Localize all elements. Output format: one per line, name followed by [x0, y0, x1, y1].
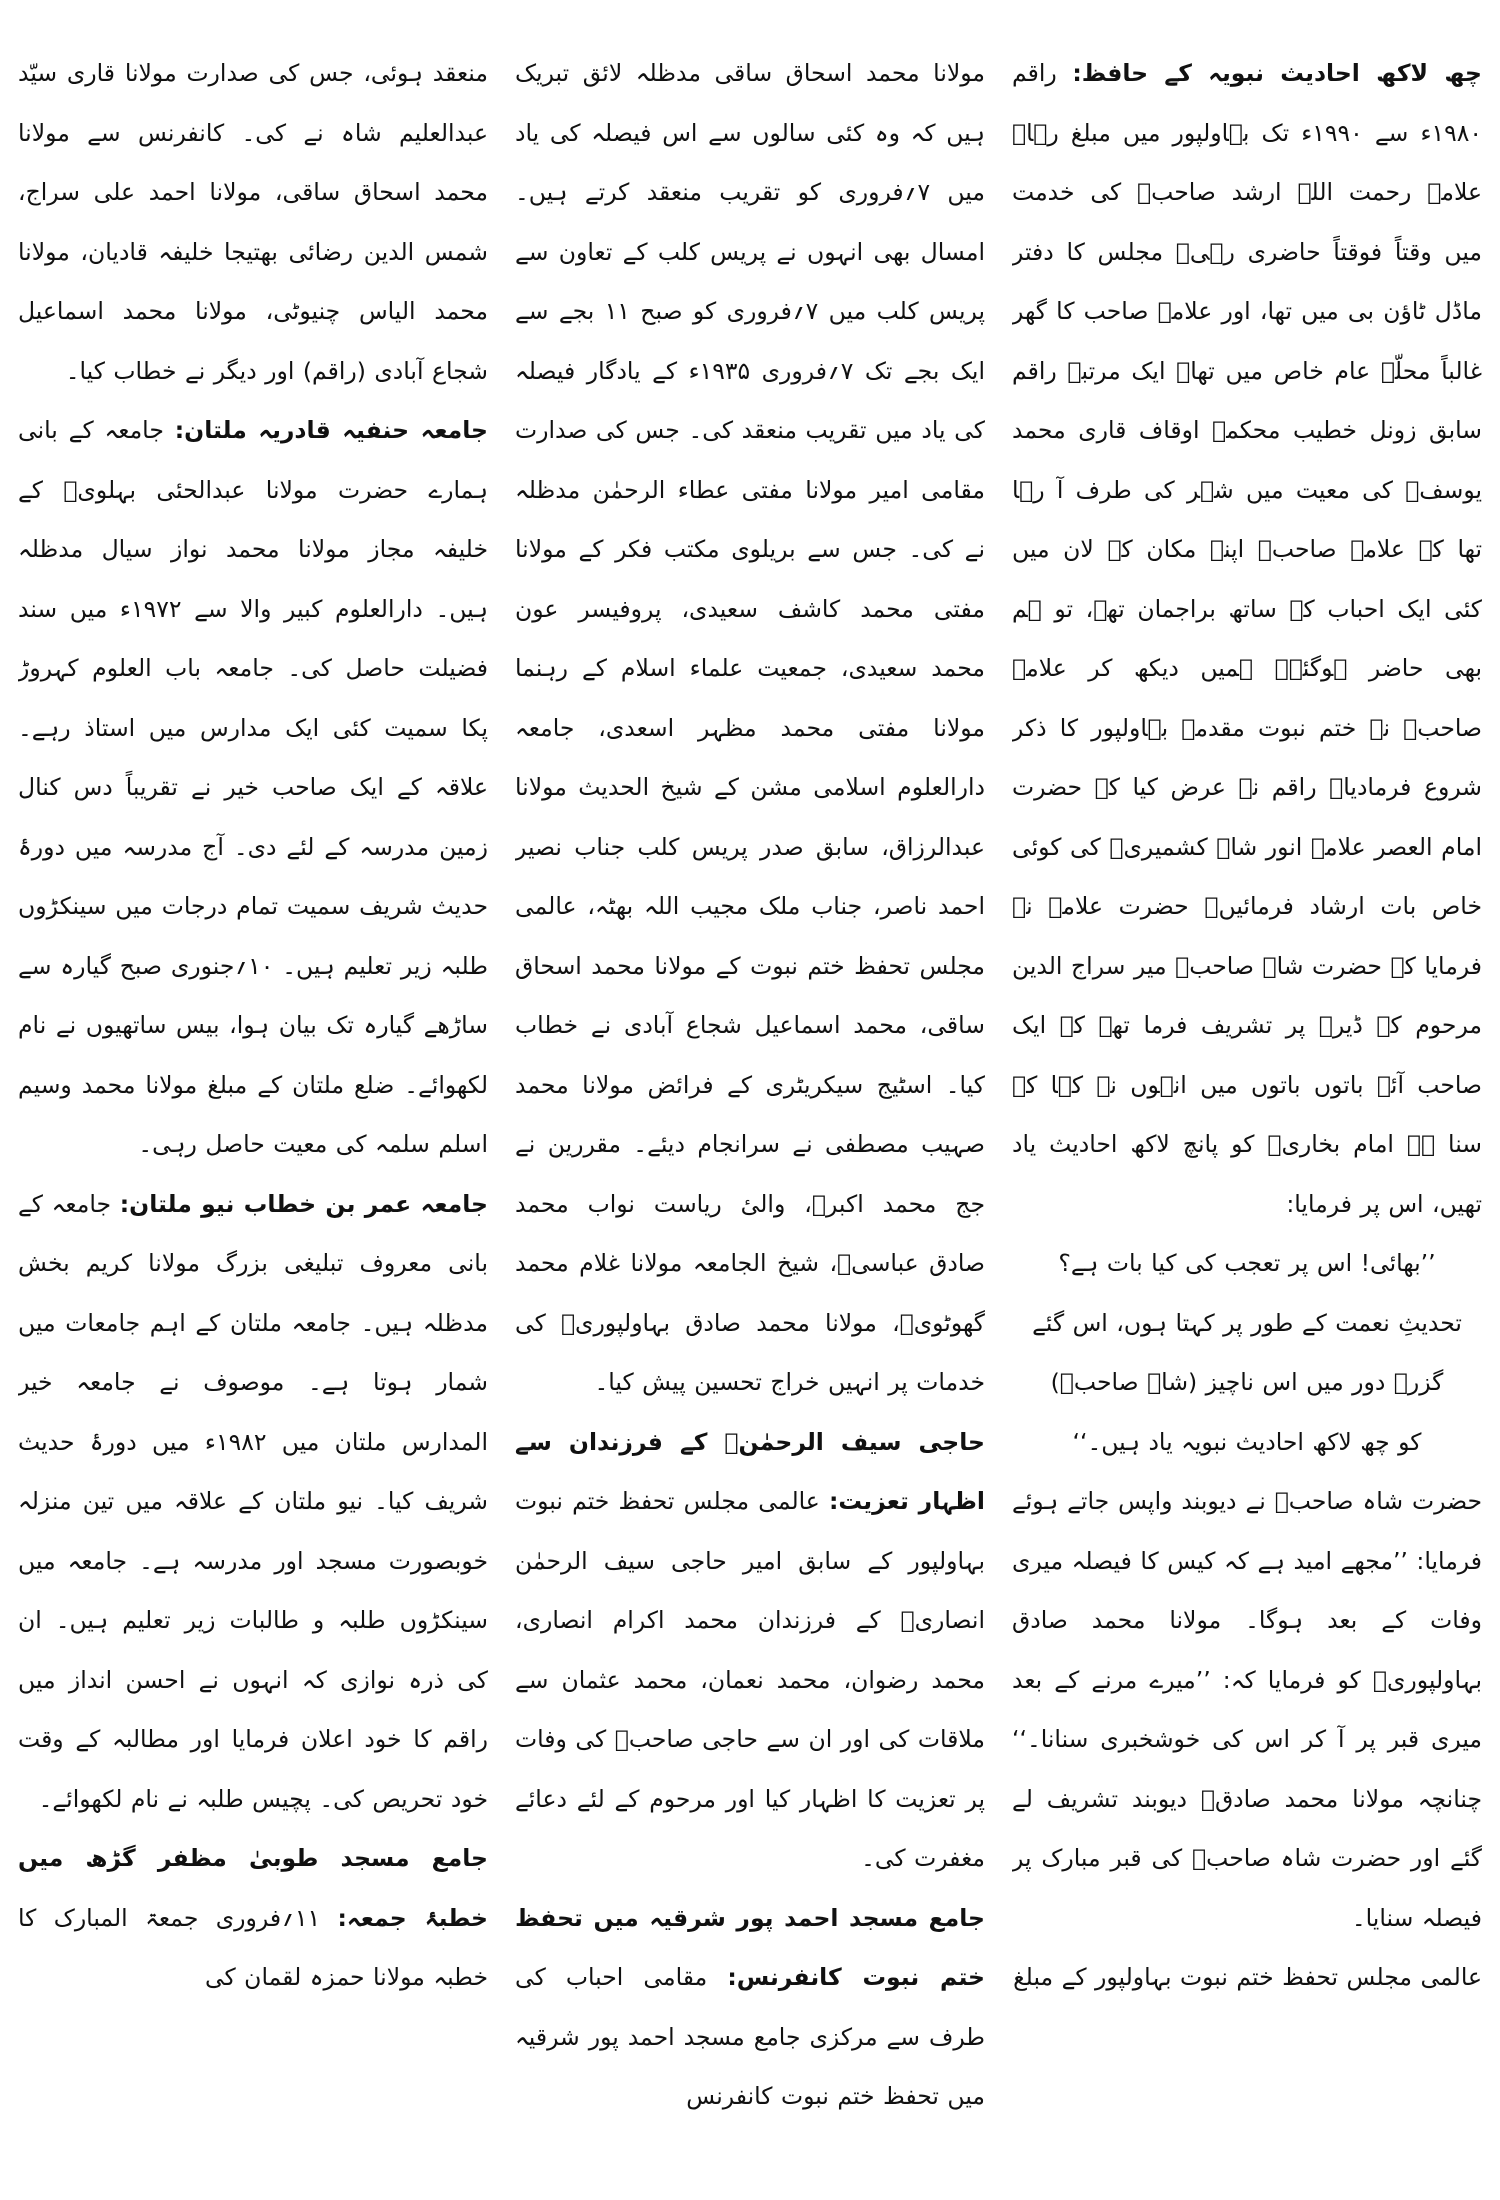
section-condolence	[515, 1413, 985, 1889]
section-six-lakh-hadith	[1012, 44, 1482, 1234]
column-middle	[515, 44, 985, 2184]
section-heading: چھ لاکھ احادیث نبویہ کے حافظ:	[1072, 59, 1482, 87]
section-body: جامعہ کے بانی معروف تبلیغی بزرگ مولانا کریم بخش مدظلہ ہیں۔ جامعہ ملتان کے اہم جامعات میں شمار ہوتا ہے۔ موصوف نے جامعہ خیر المدارس ملتان میں ۱۹۸۲ء میں دورۂ حدیث شریف کیا۔ نیو ملتان کے علاقہ میں تین منزلہ خوبصورت مسجد اور مدرسہ ہے۔ جامعہ میں سینکڑوں طلبہ و طالبات زیر تعلیم ہیں۔ ان کی ذرہ نوازی کہ انہوں نے احسن انداز میں راقم کا خود اعلان فرمایا اور مطالبہ کے وقت خود تحریص کی۔ پچیس طلبہ نے نام لکھوائے۔	[18, 1189, 488, 1813]
section-heading: حاجی سیف الرحمٰنؒ کے فرزندان سے اظہار تعزیت:	[515, 1427, 985, 1515]
section-heading: جامعہ حنفیہ قادریہ ملتان:	[174, 416, 488, 444]
verse-line: تحدیثِ نعمت کے طور پر کہتا ہوں، اس گئے	[1032, 1308, 1462, 1337]
section-body: عالمی مجلس تحفظ ختم نبوت بہاولپور کے سابق امیر حاجی سیف الرحمٰن انصاریؒ کے فرزندان محمد اکرام انصاری، محمد رضوان، محمد نعمان، محمد عثمان سے ملاقات کی اور ان سے حاجی صاحبؒ کی وفات پر تعزیت کا اظہار کیا اور مرحوم کے لئے دعائے مغفرت کی۔	[515, 1487, 985, 1872]
column-left	[18, 44, 488, 2184]
section-heading: جامع مسجد احمد پور شرقیہ میں تحفظ ختم نبوت کانفرنس:	[515, 1903, 985, 1991]
verse-line: کو چھ لاکھ احادیث نبویہ یاد ہیں۔‘‘	[1072, 1427, 1422, 1456]
section-body: ۱۱؍فروری جمعۃ المبارک کا خطبہ مولانا حمزہ لقمان کی	[18, 1903, 488, 1991]
section-body: راقم ۱۹۸۰ء سے ۱۹۹۰ء تک بہاولپور میں مبلغ رہا۔ علامہ رحمت اللہ ارشد صاحبؒ کی خدمت میں وقتاً فوقتاً حاضری رہی۔ مجلس کا دفتر ماڈل ٹاؤن بی میں تھا، اور علامہ صاحب کا گھر غالباً محلّہ عام خاص میں تھا۔ ایک مرتبہ راقم سابق زونل خطیب محکمۂ اوقاف قاری محمد یوسفؒ کی معیت میں شہر کی طرف آ رہا تھا کہ علامہ صاحبؒ اپنے مکان کے لان میں کئی ایک احباب کے ساتھ براجمان تھے، تو ہم بھی حاضر ہوگئے۔ ہمیں دیکھ کر علامہ صاحبؒ نے ختم نبوت مقدمہ بہاولپور کا ذکر شروع فرمادیا۔ راقم نے عرض کیا کہ حضرت امام العصر علامہ انور شاہ کشمیریؒ کی کوئی خاص بات ارشاد فرمائیں۔ حضرت علامہ نے فرمایا کہ حضرت شاہ صاحبؒ میر سراج الدین مرحوم کے ڈیرہ پر تشریف فرما تھے کہ ایک صاحب آئے باتوں باتوں میں انہوں نے کہا کہ سنا ہے امام بخاریؒ کو پانچ لاکھ احادیث یاد تھیں، اس پر فرمایا:	[1012, 59, 1482, 1218]
section-sadiq-ceremony: مولانا محمد اسحاق ساقی مدظلہ لائق تبریک ہیں کہ وہ کئی سالوں سے اس فیصلہ کی یاد میں ۷؍فروری کو تقریب منعقد کرتے ہیں۔ امسال بھی انہوں نے پریس کلب کے تعاون سے پریس کلب میں ۷؍فروری کو صبح ۱۱ بجے سے ایک بجے تک ۷؍فروری ۱۹۳۵ء کے یادگار فیصلہ کی یاد میں تقریب منعقد کی۔ جس کی صدارت مقامی امیر مولانا مفتی عطاء الرحمٰن مدظلہ نے کی۔ جس سے بریلوی مکتب فکر کے مولانا مفتی محمد کاشف سعیدی، پروفیسر عون محمد سعیدی، جمعیت علماء اسلام کے رہنما مولانا مفتی محمد مظہر اسعدی، جامعہ دارالعلوم اسلامی مشن کے شیخ الحدیث مولانا عبدالرزاق، سابق صدر پریس کلب جناب نصیر احمد ناصر، جناب ملک مجیب اللہ بھٹہ، عالمی مجلس تحفظ ختم نبوت کے مولانا محمد اسحاق ساقی، محمد اسماعیل شجاع آبادی نے خطاب کیا۔ اسٹیج سیکریٹری کے فرائض مولانا محمد صہیب مصطفی نے سرانجام دیئے۔ مقررین نے جج محمد اکبرؒ، والیٔ ریاست نواب محمد صادق عباسیؒ، شیخ الجامعہ مولانا غلام محمد گھوٹویؒ، مولانا محمد صادق بہاولپوریؒ کی خدمات پر انہیں خراج تحسین پیش کیا۔	[515, 59, 985, 1396]
section-jamia-umar	[18, 1175, 488, 1830]
section-heading: جامعہ عمر بن خطاب نیو ملتان:	[119, 1189, 488, 1218]
section-body: مقامی احباب کی طرف سے مرکزی جامع مسجد احمد پور شرقیہ میں تحفظ ختم نبوت کانفرنس	[515, 1963, 985, 2110]
section-body-continued: حضرت شاہ صاحبؒ نے دیوبند واپس جاتے ہوئے فرمایا: ’’مجھے امید ہے کہ کیس کا فیصلہ میری وفات کے بعد ہوگا۔ مولانا محمد صادق بہاولپوریؒ کو فرمایا کہ: ’’میرے مرنے کے بعد میری قبر پر آ کر اس کی خوشخبری سنانا۔‘‘ چنانچہ مولانا محمد صادقؒ دیوبند تشریف لے گئے اور حضرت شاہ صاحبؒ کی قبر مبارک پر فیصلہ سنایا۔	[1012, 1487, 1482, 1932]
section-masjid-tooba	[18, 1829, 488, 2008]
verse-line: ’’بھائی! اس پر تعجب کی کیا بات ہے؟	[1058, 1249, 1436, 1277]
section-ahmadpur-conference	[515, 1889, 985, 2127]
column-right	[1012, 44, 1482, 2184]
quoted-verse	[1012, 1234, 1482, 1472]
section-body: جامعہ کے بانی ہمارے حضرت مولانا عبدالحئی بہلویؒ کے خلیفہ مجاز مولانا محمد نواز سیال مدظلہ ہیں۔ دارالعلوم کبیر والا سے ۱۹۷۲ء میں سند فضیلت حاصل کی۔ جامعہ باب العلوم کہروڑ پکا سمیت کئی ایک مدارس میں استاذ رہے۔ علاقہ کے ایک صاحب خیر نے تقریباً دس کنال زمین مدرسہ کے لئے دی۔ آج مدرسہ میں دورۂ حدیث شریف سمیت تمام درجات میں سینکڑوں طلبہ زیر تعلیم ہیں۔ ۱۰؍جنوری صبح گیارہ سے ساڑھے گیارہ تک بیان ہوا، بیس ساتھیوں نے نام لکھوائے۔ ضلع ملتان کے مبلغ مولانا محمد وسیم اسلم سلمہ کی معیت حاصل رہی۔	[18, 416, 488, 1158]
verse-line: گزرے دور میں اس ناچیز (شاہ صاحبؒ)	[1050, 1368, 1444, 1396]
section-body-continued: عالمی مجلس تحفظ ختم نبوت بہاولپور کے مبلغ	[1013, 1963, 1482, 1991]
section-heading: جامع مسجد طوبیٰ مظفر گڑھ میں خطبۂ جمعہ:	[18, 1844, 488, 1932]
section-jamia-hanafia	[18, 401, 488, 1175]
section-conference-continued: منعقد ہوئی، جس کی صدارت مولانا قاری سیّد عبدالعلیم شاہ نے کی۔ کانفرنس سے مولانا محمد اسحاق ساقی، مولانا احمد علی سراج، شمس الدین رضائی بھتیجا خلیفہ قادیان، مولانا محمد الیاس چنیوٹی، مولانا محمد اسماعیل شجاع آبادی (راقم) اور دیگر نے خطاب کیا۔	[18, 59, 488, 385]
